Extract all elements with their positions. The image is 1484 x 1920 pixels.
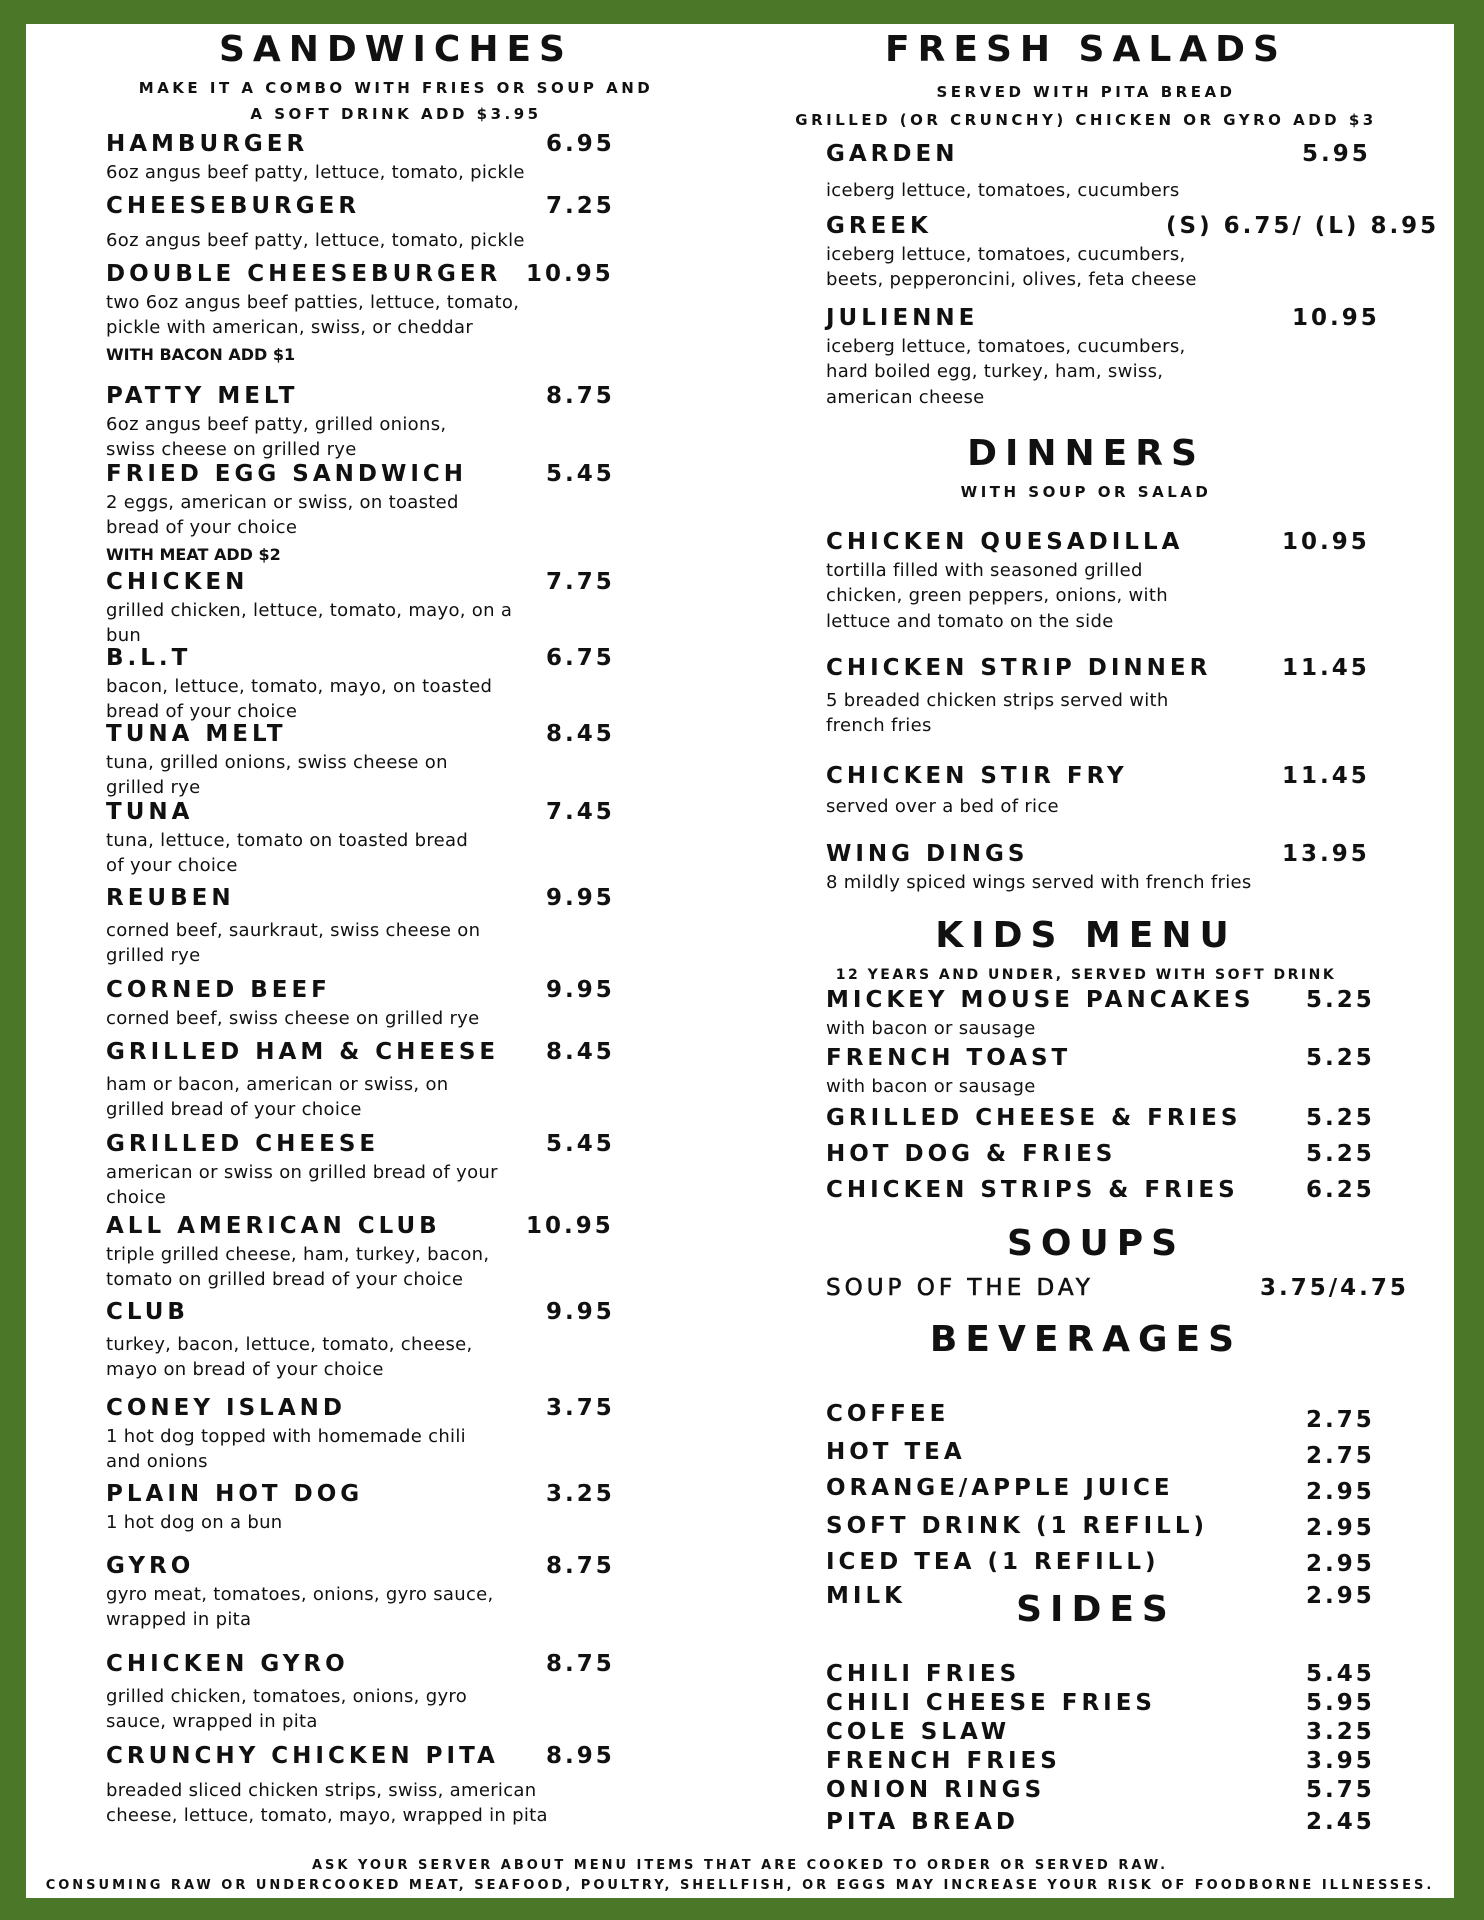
item-description: gyro meat, tomatoes, onions, gyro sauce, [106, 1583, 494, 1605]
item-description: hard boiled egg, turkey, ham, swiss, [826, 361, 1164, 383]
item-description: served over a bed of rice [826, 795, 1059, 817]
menu-item-chicken-strip-dinner [826, 654, 1446, 739]
menu-item-soft-drink [826, 1512, 1446, 1542]
item-name: CONEY ISLAND [106, 1395, 346, 1421]
item-name: WING DINGS [826, 841, 1029, 867]
kids-menu-title: KIDS MENU [935, 915, 1237, 956]
menu-item-chicken-gyro [106, 1650, 666, 1735]
item-description: grilled chicken, lettuce, tomato, mayo, on a [106, 599, 513, 621]
item-name: ICED TEA (1 REFILL) [826, 1549, 1160, 1575]
menu-item-hot-tea [826, 1438, 1446, 1468]
item-price: 8.45 [546, 721, 615, 747]
menu-item-tuna-melt [106, 720, 666, 801]
menu-item-julienne-salad [826, 304, 1446, 411]
item-description: tuna, grilled onions, swiss cheese on [106, 751, 448, 773]
item-description: 6oz angus beef patty, lettuce, tomato, pickle [106, 161, 525, 183]
menu-item-soup-of-the-day [826, 1274, 1446, 1304]
item-name: GRILLED HAM & CHEESE [106, 1039, 500, 1065]
item-note: WITH MEAT ADD $2 [106, 544, 281, 564]
item-price: (S) 6.75/ (L) 8.95 [1166, 213, 1440, 239]
item-name: GRILLED CHEESE & FRIES [826, 1105, 1242, 1131]
item-name: CLUB [106, 1299, 189, 1325]
item-description: choice [106, 1187, 167, 1209]
item-name: HOT DOG & FRIES [826, 1141, 1117, 1167]
item-description: turkey, bacon, lettuce, tomato, cheese, [106, 1333, 473, 1355]
item-name: CRUNCHY CHICKEN PITA [106, 1743, 499, 1769]
item-price: 2.95 [1306, 1479, 1375, 1505]
item-description: tortilla filled with seasoned grilled [826, 559, 1143, 581]
salads-subtitle-1: SERVED WITH PITA BREAD [936, 83, 1236, 101]
item-description: 8 mildly spiced wings served with french fries [826, 871, 1252, 893]
item-description: lettuce and tomato on the side [826, 610, 1114, 632]
item-price: 5.25 [1306, 1105, 1375, 1131]
item-price: 7.45 [546, 799, 615, 825]
menu-item-cheeseburger [106, 192, 666, 253]
item-description: bacon, lettuce, tomato, mayo, on toasted [106, 675, 493, 697]
item-description: mayo on bread of your choice [106, 1359, 384, 1381]
menu-item-chicken-quesadilla [826, 528, 1446, 635]
item-price: 5.95 [1306, 1690, 1375, 1716]
menu-item-grilled-ham-cheese [106, 1038, 666, 1123]
item-description: iceberg lettuce, tomatoes, cucumbers [826, 179, 1180, 201]
item-price: 7.25 [546, 193, 615, 219]
item-price: 3.95 [1306, 1748, 1375, 1774]
item-price: 11.45 [1282, 763, 1370, 789]
menu-item-blt [106, 644, 666, 725]
menu-item-garden-salad [826, 140, 1446, 203]
item-name: MILK [826, 1583, 906, 1609]
menu-item-patty-melt [106, 382, 666, 463]
item-description: with bacon or sausage [826, 1017, 1036, 1039]
item-description: bread of your choice [106, 517, 298, 539]
menu-item-wing-dings [826, 840, 1446, 895]
item-name: REUBEN [106, 885, 235, 911]
menu-item-reuben [106, 884, 666, 969]
salads-subtitle-2: GRILLED (OR CRUNCHY) CHICKEN OR GYRO ADD $3 [795, 111, 1377, 129]
item-price: 10.95 [1292, 305, 1380, 331]
menu-item-french-fries [826, 1749, 1426, 1774]
item-name: ORANGE/APPLE JUICE [826, 1475, 1174, 1501]
item-price: 5.45 [1306, 1661, 1375, 1687]
item-name: CHEESEBURGER [106, 193, 361, 219]
item-name: ONION RINGS [826, 1777, 1046, 1803]
sandwiches-title: SANDWICHES [219, 29, 573, 70]
menu-item-grilled-cheese-fries [826, 1104, 1446, 1134]
item-price: 3.25 [1306, 1719, 1375, 1745]
item-price: 6.75 [546, 645, 615, 671]
item-description: beets, pepperoncini, olives, feta cheese [826, 269, 1197, 291]
item-price: 5.25 [1306, 987, 1375, 1013]
item-price: 2.45 [1306, 1809, 1375, 1835]
item-price: 2.95 [1306, 1583, 1375, 1609]
item-price: 2.75 [1306, 1407, 1375, 1433]
item-price: 5.25 [1306, 1141, 1375, 1167]
item-name: HAMBURGER [106, 131, 309, 157]
item-price: 10.95 [1282, 529, 1370, 555]
menu-item-hot-dog-fries [826, 1140, 1446, 1170]
footer-disclaimer-1: ASK YOUR SERVER ABOUT MENU ITEMS THAT ARE COOKED TO ORDER OR SERVED RAW. [311, 1858, 1169, 1873]
item-name: SOUP OF THE DAY [826, 1275, 1094, 1301]
item-description: breaded sliced chicken strips, swiss, american [106, 1779, 537, 1801]
item-price: 3.25 [546, 1481, 615, 1507]
item-description: bun [106, 625, 142, 647]
item-description: corned beef, swiss cheese on grilled rye [106, 1007, 480, 1029]
menu-item-hamburger [106, 130, 666, 185]
item-description: swiss cheese on grilled rye [106, 439, 357, 461]
item-price: 6.25 [1306, 1177, 1375, 1203]
item-name: CORNED BEEF [106, 977, 331, 1003]
item-name: CHILI FRIES [826, 1661, 1021, 1687]
sandwiches-subtitle-1: MAKE IT A COMBO WITH FRIES OR SOUP AND [138, 79, 654, 97]
item-description: wrapped in pita [106, 1609, 252, 1631]
menu-item-orange-apple-juice [826, 1474, 1446, 1504]
item-description: grilled rye [106, 777, 201, 799]
salads-title: FRESH SALADS [885, 29, 1287, 70]
item-price: 8.75 [546, 383, 615, 409]
menu-item-iced-tea [826, 1548, 1446, 1578]
menu-page [26, 24, 1454, 1898]
item-name: JULIENNE [826, 305, 979, 331]
item-description: 1 hot dog topped with homemade chili [106, 1425, 466, 1447]
item-name: DOUBLE CHEESEBURGER [106, 261, 502, 287]
menu-item-grilled-cheese [106, 1130, 666, 1211]
item-description: of your choice [106, 855, 238, 877]
item-description: two 6oz angus beef patties, lettuce, tomato, [106, 291, 520, 313]
menu-item-chili-fries [826, 1662, 1426, 1687]
item-description: french fries [826, 715, 932, 737]
item-description: grilled chicken, tomatoes, onions, gyro [106, 1685, 468, 1707]
beverages-title: BEVERAGES [929, 1319, 1243, 1360]
item-name: GARDEN [826, 141, 959, 167]
item-name: GYRO [106, 1553, 195, 1579]
menu-item-plain-hot-dog [106, 1480, 666, 1535]
menu-item-chicken-strips-fries [826, 1176, 1446, 1206]
item-price: 3.75/4.75 [1260, 1275, 1409, 1301]
item-name: PITA BREAD [826, 1809, 1019, 1835]
item-description: triple grilled cheese, ham, turkey, bacon, [106, 1243, 490, 1265]
menu-item-mickey-mouse-pancakes [826, 986, 1446, 1041]
item-price: 5.95 [1302, 141, 1371, 167]
item-name: FRIED EGG SANDWICH [106, 461, 468, 487]
item-description: with bacon or sausage [826, 1075, 1036, 1097]
menu-item-chicken [106, 568, 666, 649]
menu-item-gyro [106, 1552, 666, 1633]
item-price: 5.45 [546, 461, 615, 487]
item-name: CHICKEN GYRO [106, 1651, 349, 1677]
item-name: COFFEE [826, 1401, 950, 1427]
menu-item-pita-bread [826, 1810, 1426, 1835]
item-description: chicken, green peppers, onions, with [826, 585, 1168, 607]
menu-item-french-toast [826, 1044, 1446, 1099]
item-price: 2.95 [1306, 1551, 1375, 1577]
kids-menu-subtitle: 12 YEARS AND UNDER, SERVED WITH SOFT DRINK [835, 967, 1337, 983]
item-name: TUNA [106, 799, 194, 825]
item-name: PLAIN HOT DOG [106, 1481, 364, 1507]
menu-item-all-american-club [106, 1212, 666, 1293]
item-name: CHICKEN STRIP DINNER [826, 655, 1212, 681]
item-description: grilled rye [106, 945, 201, 967]
item-price: 7.75 [546, 569, 615, 595]
sandwiches-subtitle-2: A SOFT DRINK ADD $3.95 [250, 105, 542, 123]
item-description: ham or bacon, american or swiss, on [106, 1073, 449, 1095]
item-price: 9.95 [546, 977, 615, 1003]
menu-item-coffee [826, 1400, 1446, 1433]
item-name: FRENCH FRIES [826, 1748, 1061, 1774]
item-price: 2.95 [1306, 1515, 1375, 1541]
item-description: corned beef, saurkraut, swiss cheese on [106, 919, 481, 941]
dinners-title: DINNERS [967, 433, 1205, 474]
item-price: 9.95 [546, 885, 615, 911]
item-name: FRENCH TOAST [826, 1045, 1072, 1071]
item-price: 8.75 [546, 1553, 615, 1579]
footer-disclaimer-2: CONSUMING RAW OR UNDERCOOKED MEAT, SEAFOOD, POULTRY, SHELLFISH, OR EGGS MAY INCREASE YOUR RISK OF FOODBORNE ILLNESSES. [45, 1878, 1435, 1893]
menu-item-double-cheeseburger [106, 260, 666, 368]
item-price: 9.95 [546, 1299, 615, 1325]
item-price: 3.75 [546, 1395, 615, 1421]
item-price: 6.95 [546, 131, 615, 157]
item-description: american cheese [826, 386, 985, 408]
item-price: 2.75 [1306, 1443, 1375, 1469]
item-price: 5.75 [1306, 1777, 1375, 1803]
item-name: TUNA MELT [106, 721, 287, 747]
item-name: GREEK [826, 213, 932, 239]
item-name: CHICKEN STRIPS & FRIES [826, 1177, 1239, 1203]
menu-item-crunchy-chicken-pita [106, 1742, 706, 1829]
item-description: tuna, lettuce, tomato on toasted bread [106, 829, 469, 851]
item-price: 5.45 [546, 1131, 615, 1157]
item-note: WITH BACON ADD $1 [106, 344, 296, 364]
menu-item-fried-egg-sandwich [106, 460, 666, 568]
item-name: CHICKEN STIR FRY [826, 763, 1128, 789]
item-description: iceberg lettuce, tomatoes, cucumbers, [826, 335, 1186, 357]
item-name: CHICKEN QUESADILLA [826, 529, 1184, 555]
item-price: 8.45 [546, 1039, 615, 1065]
item-description: tomato on grilled bread of your choice [106, 1269, 464, 1291]
item-description: 6oz angus beef patty, grilled onions, [106, 413, 447, 435]
item-description: pickle with american, swiss, or cheddar [106, 317, 474, 339]
item-name: PATTY MELT [106, 383, 299, 409]
item-name: GRILLED CHEESE [106, 1131, 380, 1157]
item-description: bread of your choice [106, 701, 298, 723]
item-name: B.L.T [106, 645, 192, 671]
item-description: sauce, wrapped in pita [106, 1711, 318, 1733]
item-price: 8.95 [546, 1743, 615, 1769]
menu-item-greek-salad [826, 212, 1446, 293]
dinners-subtitle: WITH SOUP OR SALAD [960, 483, 1212, 501]
item-description: and onions [106, 1451, 208, 1473]
item-description: 2 eggs, american or swiss, on toasted [106, 491, 459, 513]
item-name: COLE SLAW [826, 1719, 1011, 1745]
item-name: MICKEY MOUSE PANCAKES [826, 987, 1255, 1013]
item-description: 1 hot dog on a bun [106, 1511, 283, 1533]
item-price: 10.95 [526, 261, 614, 287]
menu-item-club [106, 1298, 666, 1383]
menu-item-cole-slaw [826, 1720, 1426, 1745]
menu-item-tuna [106, 798, 666, 879]
item-name: SOFT DRINK (1 REFILL) [826, 1513, 1209, 1539]
item-description: iceberg lettuce, tomatoes, cucumbers, [826, 243, 1186, 265]
item-price: 10.95 [526, 1213, 614, 1239]
item-price: 13.95 [1282, 841, 1370, 867]
menu-item-chili-cheese-fries [826, 1691, 1426, 1716]
item-description: grilled bread of your choice [106, 1099, 362, 1121]
item-description: 5 breaded chicken strips served with [826, 689, 1169, 711]
menu-item-coney-island [106, 1394, 666, 1475]
sides-title: SIDES [1016, 1589, 1176, 1630]
item-description: 6oz angus beef patty, lettuce, tomato, pickle [106, 229, 525, 251]
soups-title: SOUPS [1006, 1223, 1186, 1264]
item-price: 8.75 [546, 1651, 615, 1677]
menu-item-chicken-stir-fry [826, 762, 1446, 819]
item-price: 11.45 [1282, 655, 1370, 681]
item-name: CHICKEN [106, 569, 249, 595]
item-description: cheese, lettuce, tomato, mayo, wrapped in pita [106, 1805, 548, 1827]
item-name: ALL AMERICAN CLUB [106, 1213, 441, 1239]
item-name: HOT TEA [826, 1439, 966, 1465]
item-description: american or swiss on grilled bread of your [106, 1161, 498, 1183]
item-price: 5.25 [1306, 1045, 1375, 1071]
item-name: CHILI CHEESE FRIES [826, 1690, 1156, 1716]
menu-item-corned-beef [106, 976, 666, 1031]
menu-item-onion-rings [826, 1778, 1426, 1803]
